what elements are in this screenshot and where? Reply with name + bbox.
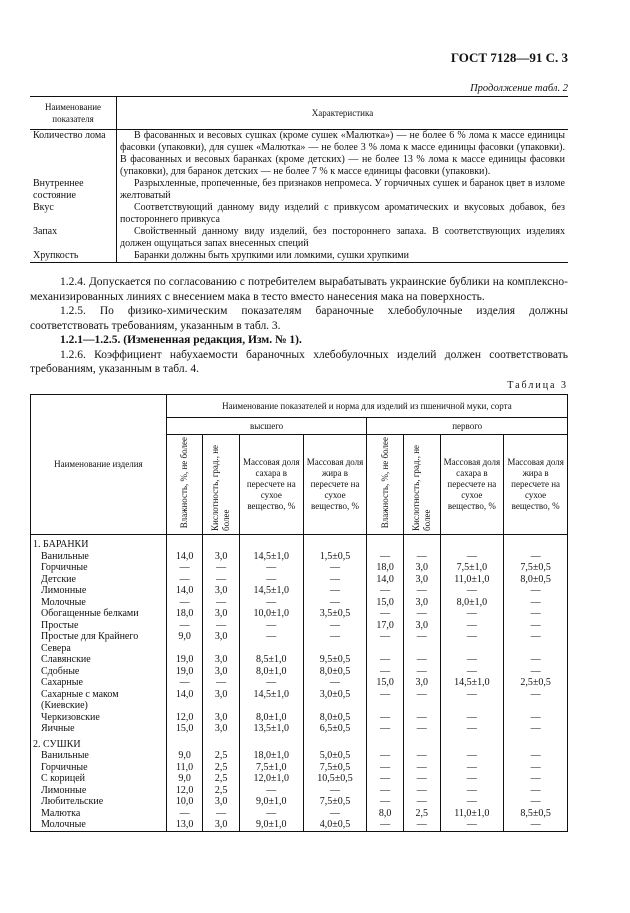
table3-value-cell: — bbox=[367, 785, 404, 797]
table3-value-cell bbox=[440, 535, 504, 551]
table3-value-cell: 3,0 bbox=[203, 712, 240, 724]
table3-value-cell bbox=[367, 535, 404, 551]
table3-value-cell: — bbox=[504, 654, 568, 666]
table3-header-fat-first: Массовая доля жира в пересчете на сухое вещество, % bbox=[504, 435, 568, 535]
table3-value-cell: — bbox=[440, 631, 504, 654]
table2-characteristic-cell: Соответствующий данному виду изделий с привкусом ароматических и вкусовых добавок, без постороннего привкуса bbox=[120, 202, 565, 225]
table3-value-cell: — bbox=[403, 654, 440, 666]
table3-value-cell: 3,0 bbox=[203, 819, 240, 831]
table3-value-cell: 3,0 bbox=[203, 585, 240, 597]
table3-value-cell: — bbox=[403, 608, 440, 620]
table3-value-cell: — bbox=[203, 677, 240, 689]
table3-value-cell: 2,5 bbox=[403, 808, 440, 820]
table3-value-cell: 14,0 bbox=[367, 574, 404, 586]
table3-value-cell: — bbox=[504, 631, 568, 654]
paragraph-block bbox=[30, 275, 568, 377]
table3-row bbox=[31, 785, 568, 797]
table3-row bbox=[31, 762, 568, 774]
table3-value-cell: — bbox=[203, 620, 240, 632]
table3-value-cell: 19,0 bbox=[166, 654, 203, 666]
table3-value-cell: 9,0±1,0 bbox=[239, 819, 303, 831]
table3-value-cell bbox=[403, 535, 440, 551]
table3-value-cell: 8,5±1,0 bbox=[239, 654, 303, 666]
table3-product-name: 1. БАРАНКИ bbox=[31, 535, 167, 551]
table3-value-cell: — bbox=[403, 631, 440, 654]
table3-value-cell: — bbox=[403, 785, 440, 797]
table3-value-cell: — bbox=[504, 785, 568, 797]
table3-value-cell: 3,0±0,5 bbox=[303, 689, 367, 712]
table3-value-cell: — bbox=[403, 819, 440, 831]
table3-value-cell: 3,0 bbox=[403, 562, 440, 574]
table3-row bbox=[31, 796, 568, 808]
table3-product-name: Обогащенные белками bbox=[31, 608, 167, 620]
table3-value-cell: 7,5±1,0 bbox=[440, 562, 504, 574]
table3-value-cell: 14,0 bbox=[166, 689, 203, 712]
table3-value-cell: — bbox=[367, 712, 404, 724]
table3-value-cell: 8,0±0,5 bbox=[303, 712, 367, 724]
table3-product-name: Горчичные bbox=[31, 762, 167, 774]
table3-value-cell: — bbox=[303, 585, 367, 597]
table3-value-cell: 3,0 bbox=[203, 723, 240, 735]
table3-product-name: Молочные bbox=[31, 597, 167, 609]
table3-value-cell: 8,0±1,0 bbox=[440, 597, 504, 609]
table3-row bbox=[31, 608, 568, 620]
table3-product-name: Яичные bbox=[31, 723, 167, 735]
table3-value-cell: — bbox=[504, 689, 568, 712]
table3-value-cell: 2,5 bbox=[203, 773, 240, 785]
table3-value-cell: 9,5±0,5 bbox=[303, 654, 367, 666]
table3-value-cell: 10,5±0,5 bbox=[303, 773, 367, 785]
table3-value-cell: — bbox=[239, 562, 303, 574]
table3-product-name: Простые bbox=[31, 620, 167, 632]
table3-value-cell: 12,0 bbox=[166, 712, 203, 724]
table2-header-indicator: Наименование показателя bbox=[30, 97, 117, 130]
table3-value-cell: 11,0±1,0 bbox=[440, 808, 504, 820]
table3-value-cell: 3,0 bbox=[203, 666, 240, 678]
table3-value-cell bbox=[203, 735, 240, 751]
table3-value-cell: — bbox=[504, 712, 568, 724]
table3-value-cell: — bbox=[367, 585, 404, 597]
table3-header-acidity-first: Кислотность, град., не более bbox=[410, 444, 432, 531]
table3-header-moisture: Влажность, %, не более bbox=[179, 437, 190, 529]
table3-value-cell: 8,0±1,0 bbox=[239, 712, 303, 724]
table3-value-cell: — bbox=[504, 666, 568, 678]
table3-value-cell: — bbox=[303, 631, 367, 654]
table3-value-cell: 15,0 bbox=[166, 723, 203, 735]
table3-value-cell: 14,5±1,0 bbox=[239, 585, 303, 597]
table-3 bbox=[30, 394, 568, 832]
table3-value-cell: 3,0 bbox=[403, 620, 440, 632]
table-2 bbox=[30, 96, 568, 263]
table3-value-cell: — bbox=[367, 608, 404, 620]
table3-value-cell bbox=[504, 735, 568, 751]
table3-value-cell: — bbox=[403, 689, 440, 712]
table3-value-cell: — bbox=[504, 750, 568, 762]
table3-value-cell: — bbox=[440, 689, 504, 712]
table3-value-cell: — bbox=[403, 796, 440, 808]
table3-value-cell: — bbox=[504, 597, 568, 609]
table3-value-cell: 14,5±1,0 bbox=[239, 551, 303, 563]
table3-value-cell: — bbox=[303, 597, 367, 609]
table3-value-cell: 8,0±0,5 bbox=[504, 574, 568, 586]
table3-value-cell: 2,5 bbox=[203, 785, 240, 797]
table3-value-cell: — bbox=[504, 551, 568, 563]
table2-row bbox=[30, 178, 568, 202]
table3-value-cell: — bbox=[239, 574, 303, 586]
table3-value-cell: 2,5 bbox=[203, 762, 240, 774]
table3-value-cell: — bbox=[440, 773, 504, 785]
table3-value-cell: 18,0 bbox=[166, 608, 203, 620]
table3-value-cell: — bbox=[367, 723, 404, 735]
table3-value-cell: — bbox=[504, 773, 568, 785]
table3-value-cell: — bbox=[367, 819, 404, 831]
table3-value-cell bbox=[367, 735, 404, 751]
table3-value-cell: — bbox=[367, 796, 404, 808]
table3-value-cell: — bbox=[367, 773, 404, 785]
table3-value-cell: — bbox=[239, 677, 303, 689]
table3-row bbox=[31, 620, 568, 632]
table3-value-cell: — bbox=[239, 620, 303, 632]
table3-value-cell: 3,5±0,5 bbox=[303, 608, 367, 620]
table3-value-cell: — bbox=[504, 585, 568, 597]
table3-value-cell: — bbox=[440, 712, 504, 724]
table3-value-cell: — bbox=[367, 551, 404, 563]
table3-row bbox=[31, 819, 568, 831]
table3-value-cell: — bbox=[166, 574, 203, 586]
table3-value-cell: 18,0 bbox=[367, 562, 404, 574]
table3-row bbox=[31, 631, 568, 654]
table3-value-cell: 3,0 bbox=[203, 608, 240, 620]
table3-value-cell: 9,0 bbox=[166, 773, 203, 785]
table3-product-name: Славянские bbox=[31, 654, 167, 666]
table3-value-cell: — bbox=[303, 562, 367, 574]
table3-value-cell: — bbox=[440, 796, 504, 808]
table2-indicator-cell: Вкус bbox=[30, 202, 117, 226]
table3-value-cell: 8,0±0,5 bbox=[303, 666, 367, 678]
table3-product-name: Детские bbox=[31, 574, 167, 586]
table3-value-cell: — bbox=[403, 762, 440, 774]
table3-header-grade-first: первого bbox=[367, 418, 568, 435]
table3-product-name: Ванильные bbox=[31, 750, 167, 762]
table3-product-name: Лимонные bbox=[31, 785, 167, 797]
table3-value-cell: — bbox=[203, 562, 240, 574]
table2-row bbox=[30, 202, 568, 226]
table3-product-name: Горчичные bbox=[31, 562, 167, 574]
table3-value-cell: 3,0 bbox=[203, 796, 240, 808]
table3-product-name: Сахарные bbox=[31, 677, 167, 689]
table3-product-name: Черкизовские bbox=[31, 712, 167, 724]
table3-row bbox=[31, 735, 568, 751]
table3-value-cell: 17,0 bbox=[367, 620, 404, 632]
table3-row bbox=[31, 689, 568, 712]
table3-value-cell bbox=[239, 735, 303, 751]
table3-row bbox=[31, 773, 568, 785]
table3-row bbox=[31, 597, 568, 609]
table3-value-cell: 8,0 bbox=[367, 808, 404, 820]
table3-value-cell: 5,0±0,5 bbox=[303, 750, 367, 762]
table3-product-name: Ванильные bbox=[31, 551, 167, 563]
table3-row bbox=[31, 808, 568, 820]
table3-value-cell: 7,5±0,5 bbox=[303, 762, 367, 774]
table3-value-cell: — bbox=[504, 723, 568, 735]
table3-value-cell: — bbox=[367, 631, 404, 654]
table3-product-name: Лимонные bbox=[31, 585, 167, 597]
table3-value-cell: — bbox=[239, 631, 303, 654]
table3-value-cell: — bbox=[166, 620, 203, 632]
table3-value-cell: — bbox=[239, 808, 303, 820]
page-header: ГОСТ 7128—91 С. 3 bbox=[450, 50, 568, 65]
table3-header-sugar-first: Массовая доля сахара в пересчете на сухое вещество, % bbox=[440, 435, 504, 535]
table3-value-cell: 13,5±1,0 bbox=[239, 723, 303, 735]
table3-row bbox=[31, 574, 568, 586]
table2-row bbox=[30, 250, 568, 263]
table3-product-name: 2. СУШКИ bbox=[31, 735, 167, 751]
table3-header-name: Наименование изделия bbox=[31, 395, 167, 535]
table3-value-cell: — bbox=[367, 666, 404, 678]
table3-header-sugar: Массовая доля сахара в пересчете на сухое вещество, % bbox=[239, 435, 303, 535]
table2-row bbox=[30, 130, 568, 179]
table3-value-cell: — bbox=[440, 666, 504, 678]
table3-value-cell: 9,0±1,0 bbox=[239, 796, 303, 808]
table3-row bbox=[31, 712, 568, 724]
table3-row bbox=[31, 585, 568, 597]
table2-indicator-cell: Хрупкость bbox=[30, 250, 117, 263]
table3-value-cell: 12,0±1,0 bbox=[239, 773, 303, 785]
table3-value-cell: — bbox=[504, 796, 568, 808]
table3-value-cell: — bbox=[403, 585, 440, 597]
table3-value-cell: 6,5±0,5 bbox=[303, 723, 367, 735]
table3-value-cell: — bbox=[403, 773, 440, 785]
table3-value-cell: — bbox=[504, 819, 568, 831]
table3-value-cell: — bbox=[504, 608, 568, 620]
table3-value-cell: — bbox=[440, 762, 504, 774]
table3-value-cell: 1,5±0,5 bbox=[303, 551, 367, 563]
table3-value-cell: — bbox=[367, 762, 404, 774]
table3-value-cell: 3,0 bbox=[203, 631, 240, 654]
table3-value-cell: 11,0 bbox=[166, 762, 203, 774]
table3-value-cell: — bbox=[403, 551, 440, 563]
table3-row bbox=[31, 535, 568, 551]
table3-value-cell: — bbox=[440, 723, 504, 735]
table-continuation-label: Продолжение табл. 2 bbox=[470, 83, 568, 94]
table3-value-cell: — bbox=[166, 562, 203, 574]
paragraph-1-2-6: 1.2.6. Коэффициент набухаемости бараночных хлебобулочных изделий должен соответствовать требованиям, указанным в табл. 4. bbox=[30, 348, 568, 375]
table2-characteristic-cell: Баранки должны быть хрупкими или ломкими, сушки хрупкими bbox=[117, 250, 569, 263]
table3-row bbox=[31, 666, 568, 678]
table3-value-cell bbox=[166, 735, 203, 751]
table3-value-cell: — bbox=[403, 712, 440, 724]
table3-value-cell: — bbox=[440, 608, 504, 620]
table3-value-cell: 9,0 bbox=[166, 631, 203, 654]
table3-header-fat: Массовая доля жира в пересчете на сухое вещество, % bbox=[303, 435, 367, 535]
table3-value-cell: 3,0 bbox=[403, 677, 440, 689]
table3-value-cell bbox=[403, 735, 440, 751]
table3-value-cell: — bbox=[239, 785, 303, 797]
paragraph-1-2-5: 1.2.5. По физико-химическим показателям бараночные хлебобулочные изделия должны соответствовать требованиям, указанным в табл. 3. bbox=[30, 305, 568, 332]
table3-product-name: Простые для Крайнего Севера bbox=[31, 631, 167, 654]
table3-value-cell bbox=[303, 535, 367, 551]
table3-value-cell: 14,0 bbox=[166, 551, 203, 563]
table3-header-group: Наименование показателей и норма для изделий из пшеничной муки, сорта bbox=[166, 395, 567, 418]
table3-value-cell: — bbox=[440, 551, 504, 563]
table2-indicator-cell: Количество лома bbox=[30, 130, 117, 179]
table3-value-cell: — bbox=[203, 574, 240, 586]
table3-product-name: Сахарные с маком (Киевские) bbox=[31, 689, 167, 712]
table-3-label: Таблица 3 bbox=[507, 380, 568, 391]
table3-value-cell: 2,5 bbox=[203, 750, 240, 762]
table3-value-cell: — bbox=[440, 819, 504, 831]
table3-row bbox=[31, 723, 568, 735]
table3-value-cell: — bbox=[440, 585, 504, 597]
table2-indicator-cell: Внутреннее состояние bbox=[30, 178, 117, 202]
table3-value-cell: 13,0 bbox=[166, 819, 203, 831]
table3-value-cell: — bbox=[166, 597, 203, 609]
table3-value-cell: — bbox=[203, 808, 240, 820]
table2-row bbox=[30, 226, 568, 250]
table3-value-cell: 7,5±0,5 bbox=[303, 796, 367, 808]
table2-characteristic-cell: В фасованных и весовых сушках (кроме сушек «Малютка») — не более 6 % лома к массе единицы фасовки (упаковки), для сушек «Малютка» — не более 3 % лома к массе единицы фасовки (упаковки). В фасованных и весовых баранках (кроме детских) — не более 13 % лома к массе единицы фасовки (упаковки), для баранок детских — не более 7 % к массе единицы фасовки (упаковки). bbox=[120, 130, 565, 177]
table3-row bbox=[31, 562, 568, 574]
table3-header-acidity: Кислотность, град., не более bbox=[210, 444, 232, 531]
table3-value-cell bbox=[239, 535, 303, 551]
table3-value-cell: — bbox=[303, 620, 367, 632]
table3-product-name: С корицей bbox=[31, 773, 167, 785]
table3-value-cell: — bbox=[303, 808, 367, 820]
table3-value-cell: 3,0 bbox=[403, 574, 440, 586]
table3-value-cell: 9,0 bbox=[166, 750, 203, 762]
table3-value-cell: 14,0 bbox=[166, 585, 203, 597]
table3-value-cell: 12,0 bbox=[166, 785, 203, 797]
table3-value-cell: 15,0 bbox=[367, 597, 404, 609]
table3-product-name: Молочные bbox=[31, 819, 167, 831]
table3-product-name: Сдобные bbox=[31, 666, 167, 678]
table2-characteristic-cell: Свойственный данному виду изделий, без постороннего запаха. В соответствующих изделиях должен ощущаться запах внесенных специй bbox=[120, 226, 565, 249]
table3-value-cell: 11,0±1,0 bbox=[440, 574, 504, 586]
table3-value-cell: 3,0 bbox=[203, 551, 240, 563]
table3-value-cell: 3,0 bbox=[203, 654, 240, 666]
table3-value-cell: — bbox=[367, 689, 404, 712]
table3-value-cell: — bbox=[166, 677, 203, 689]
table2-indicator-cell: Запах bbox=[30, 226, 117, 250]
table3-value-cell bbox=[504, 535, 568, 551]
table2-header-characteristic: Характеристика bbox=[117, 97, 569, 130]
table3-value-cell: — bbox=[504, 620, 568, 632]
table3-value-cell: — bbox=[303, 785, 367, 797]
table3-value-cell: — bbox=[440, 654, 504, 666]
table3-value-cell: — bbox=[303, 677, 367, 689]
table3-value-cell: — bbox=[440, 620, 504, 632]
table3-row bbox=[31, 750, 568, 762]
table3-value-cell: 10,0 bbox=[166, 796, 203, 808]
table3-value-cell: 7,5±1,0 bbox=[239, 762, 303, 774]
table3-value-cell: 3,0 bbox=[203, 689, 240, 712]
table3-value-cell: — bbox=[303, 574, 367, 586]
table3-value-cell: 3,0 bbox=[403, 597, 440, 609]
table3-value-cell: — bbox=[403, 750, 440, 762]
table3-value-cell: — bbox=[367, 654, 404, 666]
table3-product-name: Любительские bbox=[31, 796, 167, 808]
table3-value-cell: — bbox=[403, 666, 440, 678]
table3-row bbox=[31, 677, 568, 689]
table3-value-cell: 8,0±1,0 bbox=[239, 666, 303, 678]
table3-row bbox=[31, 654, 568, 666]
table3-product-name: Малютка bbox=[31, 808, 167, 820]
table3-value-cell: — bbox=[239, 597, 303, 609]
table3-value-cell: 18,0±1,0 bbox=[239, 750, 303, 762]
table3-value-cell: 7,5±0,5 bbox=[504, 562, 568, 574]
table3-value-cell: — bbox=[203, 597, 240, 609]
table3-value-cell: — bbox=[440, 785, 504, 797]
table3-value-cell: — bbox=[504, 762, 568, 774]
table3-value-cell: — bbox=[166, 808, 203, 820]
table3-value-cell: 10,0±1,0 bbox=[239, 608, 303, 620]
table3-value-cell: 8,5±0,5 bbox=[504, 808, 568, 820]
paragraph-amendment: 1.2.1—1.2.5. (Измененная редакция, Изм. № 1). bbox=[60, 334, 302, 346]
table2-characteristic-cell: Разрыхленные, пропеченные, без признаков непромеса. У горчичных сушек и баранок цвет в изломе желтоватый bbox=[120, 178, 565, 201]
table3-value-cell: 14,5±1,0 bbox=[440, 677, 504, 689]
table3-value-cell: — bbox=[367, 750, 404, 762]
paragraph-1-2-4: 1.2.4. Допускается по согласованию с потребителем вырабатывать украинские бублики на комплексно-механизированных линиях с внесением мака в тесто вместо нанесения мака на поверхность. bbox=[30, 276, 568, 303]
table3-value-cell bbox=[303, 735, 367, 751]
table3-value-cell: 14,5±1,0 bbox=[239, 689, 303, 712]
table3-value-cell: 19,0 bbox=[166, 666, 203, 678]
table3-row bbox=[31, 551, 568, 563]
table3-value-cell: 4,0±0,5 bbox=[303, 819, 367, 831]
table3-value-cell bbox=[440, 735, 504, 751]
table3-value-cell: 2,5±0,5 bbox=[504, 677, 568, 689]
table3-header-moisture-first: Влажность, %, не более bbox=[379, 437, 390, 529]
table3-header-grade-high: высшего bbox=[166, 418, 367, 435]
table3-value-cell bbox=[166, 535, 203, 551]
table3-value-cell bbox=[203, 535, 240, 551]
table3-value-cell: 15,0 bbox=[367, 677, 404, 689]
table3-value-cell: — bbox=[440, 750, 504, 762]
table3-value-cell: — bbox=[403, 723, 440, 735]
